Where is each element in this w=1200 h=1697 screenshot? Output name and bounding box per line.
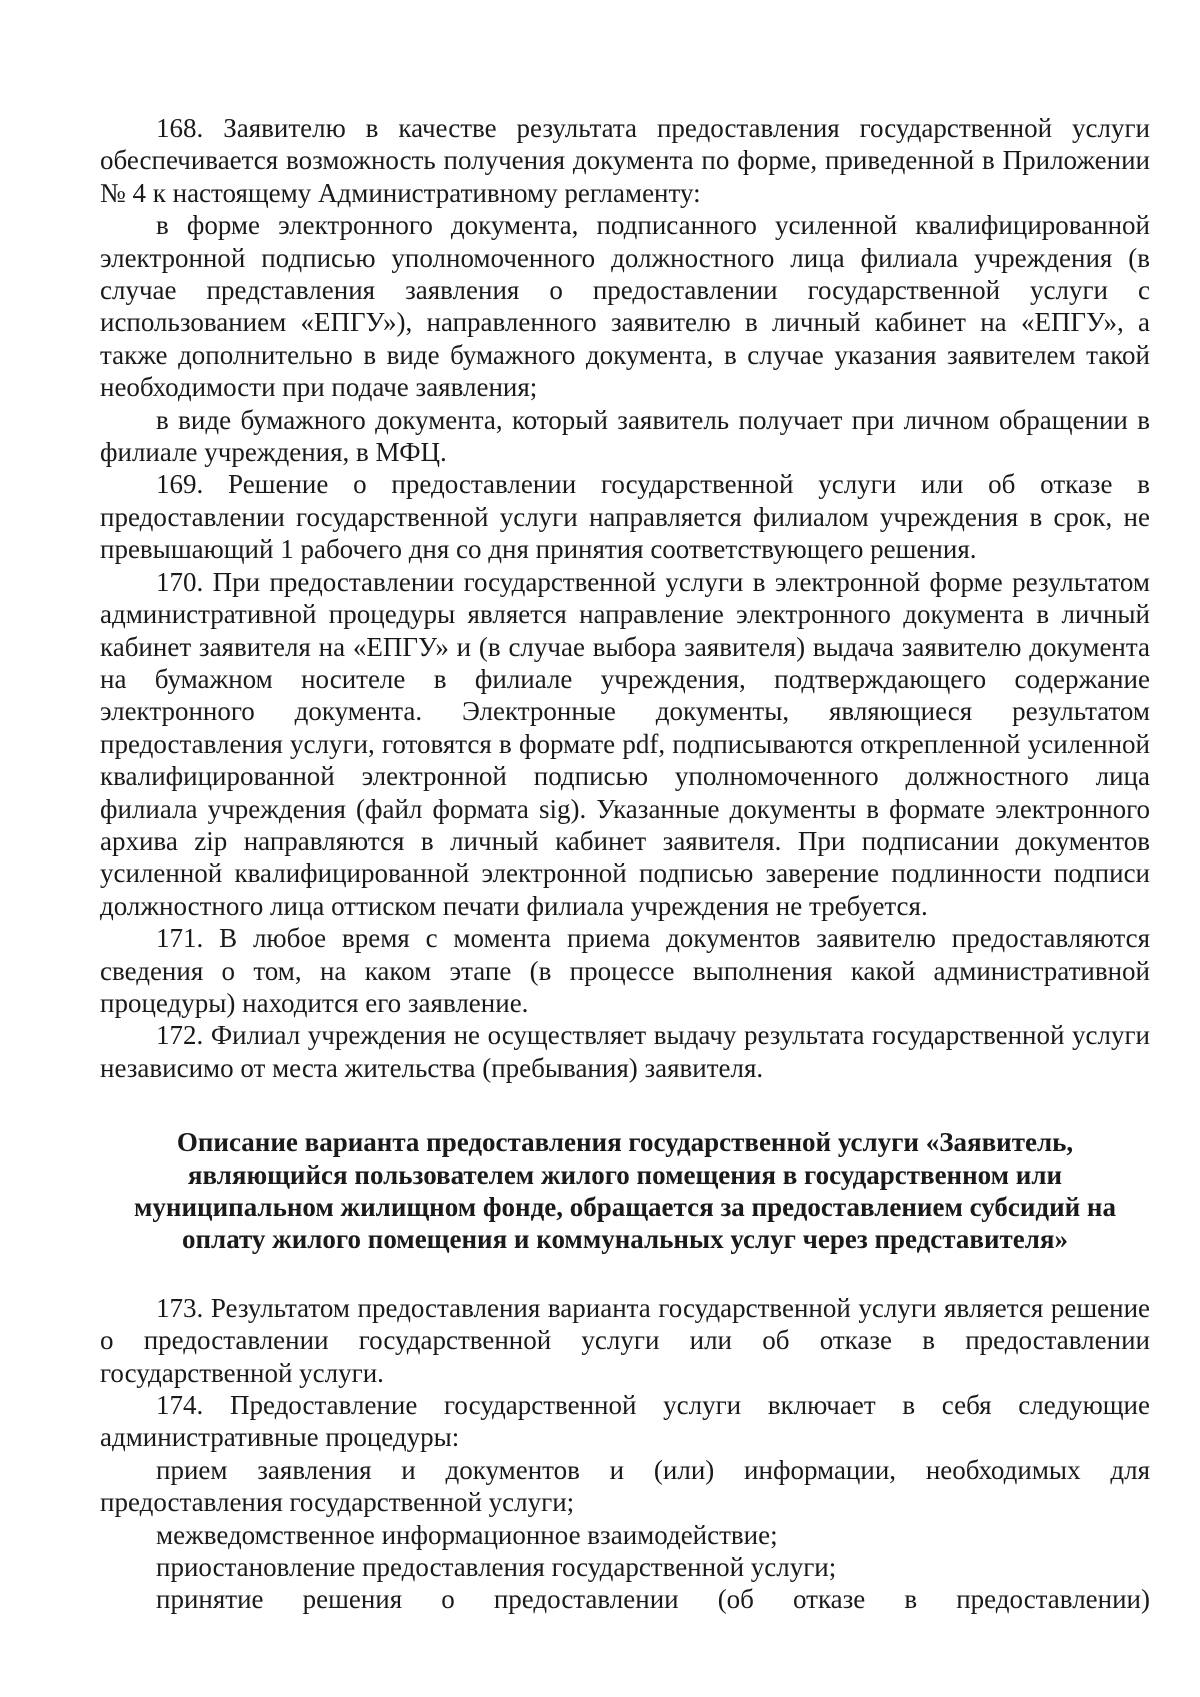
section-heading: [100, 1126, 1150, 1256]
paragraph-electronic-form: в форме электронного документа, подписанного усиленной квалифицированной электронной подписью уполномоченного должностного лица филиала учреждения (в случае представления заявления о предоставлении государственной услуги с использованием «ЕПГУ»), направленного заявителю в личный кабинет на «ЕПГУ», а также дополнительно в виде бумажного документа, в случае указания заявителем такой необходимости при подаче заявления;: [100, 210, 1150, 403]
procedure-item-decision: принятие решения о предоставлении (об отказе в предоставлении): [156, 1584, 1150, 1615]
document-body: [100, 112, 1150, 1616]
section-heading-line-2: являющийся пользователем жилого помещения в государственном или: [187, 1159, 1063, 1190]
section-heading-line-3: муниципальном жилищном фонде, обращается за предоставлением субсидий на: [134, 1192, 1116, 1222]
procedure-item-interagency: межведомственное информационное взаимодействие;: [156, 1519, 778, 1550]
paragraph-172: 172. Филиал учреждения не осуществляет выдачу результата государственной услуги независимо от места жительства (пребывания) заявителя.: [100, 1020, 1150, 1083]
paragraph-174: 174. Предоставление государственной услуги включает в себя следующие административные процедуры:: [100, 1390, 1150, 1453]
paragraph-170: 170. При предоставлении государственной услуги в электронной форме результатом административной процедуры является направление электронного документа в личный кабинет заявителя на «ЕПГУ» и (в случае выбора заявителя) выдача заявителю документа на бумажном носителе в филиале учреждения, подтверждающего содержание электронного документа. Электронные документы, являющиеся результатом предоставления услуги, готовятся в формате pdf, подписываются открепленной усиленной квалифицированной электронной подписью уполномоченного должностного лица филиала учреждения (файл формата sig). Указанные документы в формате электронного архива zip направляются в личный кабинет заявителя. При подписании документов усиленной квалифицированной электронной подписью заверение подлинности подписи должностного лица оттиском печати филиала учреждения не требуется.: [100, 566, 1150, 921]
section-heading-line-4: оплату жилого помещения и коммунальных услуг через представителя»: [181, 1224, 1069, 1255]
paragraph-169: 169. Решение о предоставлении государственной услуги или об отказе в предоставлении государственной услуги направляется филиалом учреждения в срок, не превышающий 1 рабочего дня со дня принятия соответствующего решения.: [100, 469, 1150, 565]
procedure-item-suspension: приостановление предоставления государственной услуги;: [156, 1552, 837, 1583]
paragraph-paper-form: в виде бумажного документа, который заявитель получает при личном обращении в филиале учреждения, в МФЦ.: [100, 404, 1150, 468]
section-gap: [100, 1256, 1150, 1292]
paragraph-171: 171. В любое время с момента приема документов заявителю предоставляются сведения о том, на каком этапе (в процессе выполнения какой административной процедуры) находится его заявление.: [100, 923, 1150, 1018]
paragraph-168: 168. Заявителю в качестве результата предоставления государственной услуги обеспечивается возможность получения документа по форме, приведенной в Приложении № 4 к настоящему Административному регламенту:: [100, 113, 1150, 208]
paragraph-173: 173. Результатом предоставления варианта государственной услуги является решение о предоставлении государственной услуги или об отказе в предоставлении государственной услуги.: [100, 1292, 1150, 1388]
section-heading-line-1: Описание варианта предоставления государственной услуги «Заявитель,: [176, 1127, 1074, 1158]
procedure-item-reception: прием заявления и документов и (или) информации, необходимых для предоставления государственной услуги;: [100, 1454, 1150, 1518]
